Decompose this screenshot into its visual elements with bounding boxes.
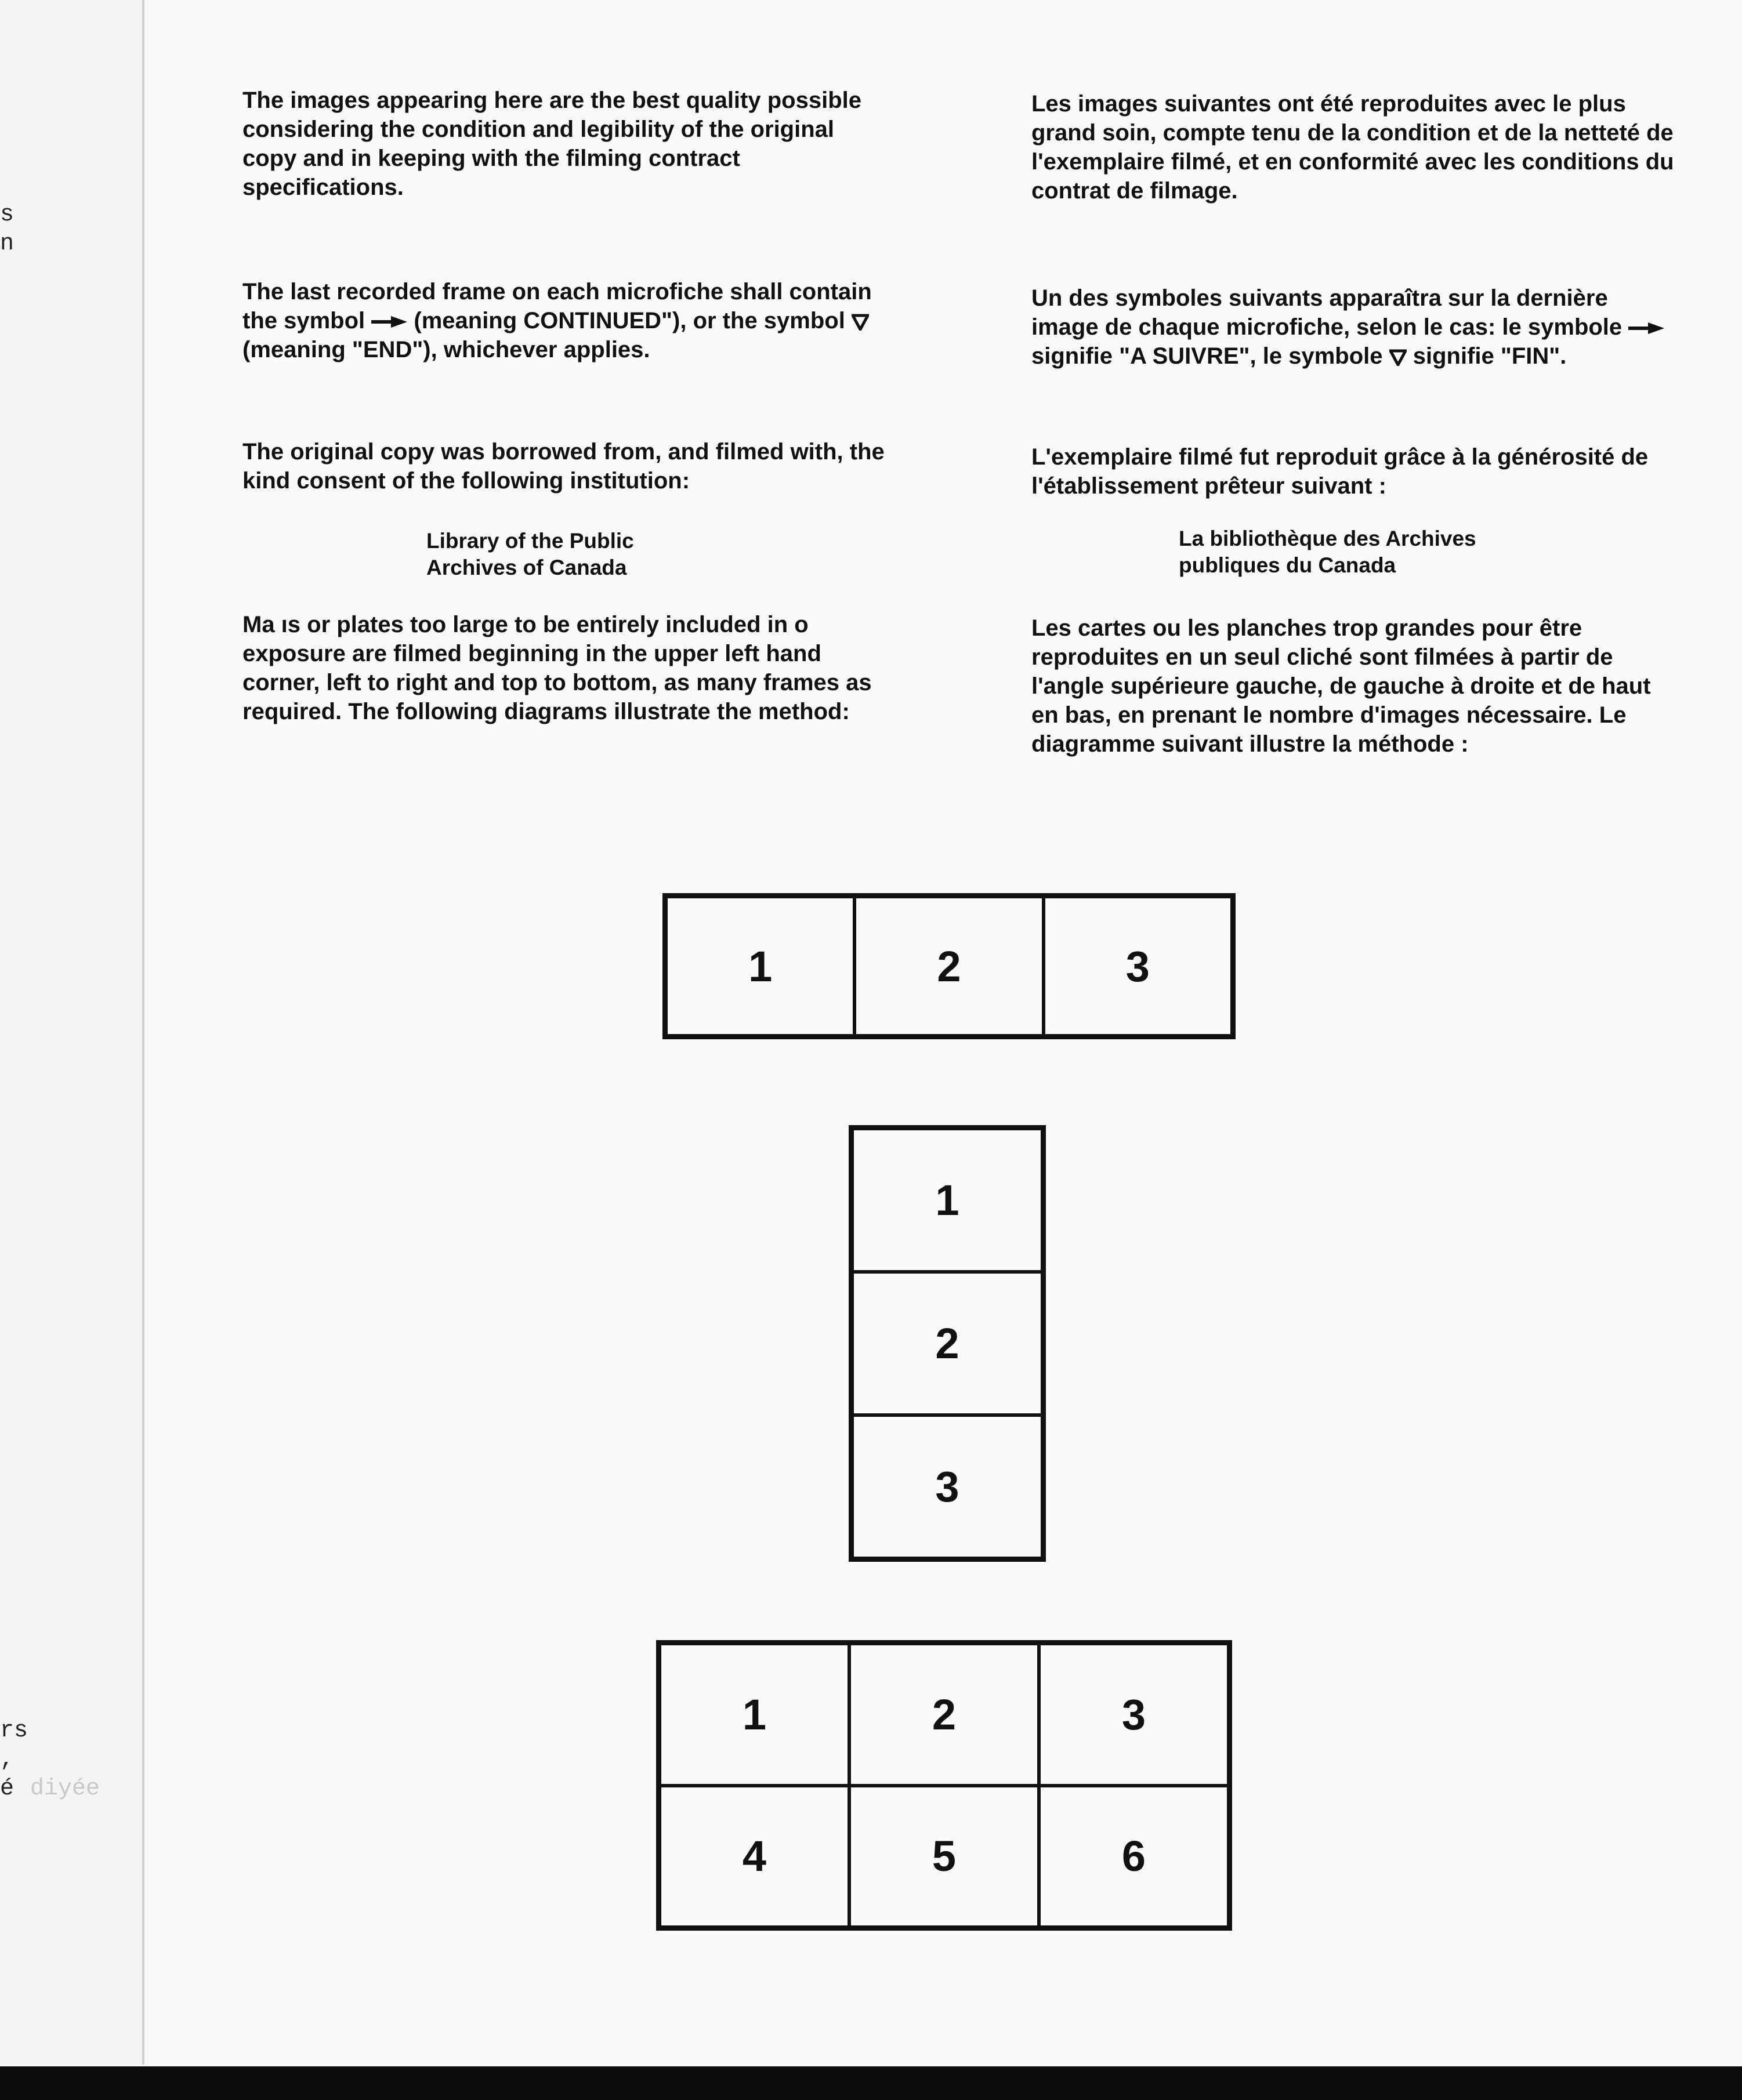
diagram-cell: 3 xyxy=(852,1415,1042,1558)
english-institution-line: Archives of Canada xyxy=(426,556,627,579)
edge-fragment: diyée xyxy=(30,1776,100,1802)
diagram-cell: 4 xyxy=(660,1786,849,1928)
english-paragraph-quality xyxy=(242,86,886,202)
french-p4-text: Les cartes ou les planches trop grandes pour être reproduites en un seul cliché sont filmées à partir de l'angle supérieure gauche, de gauche à droite et de haut en bas, en prenant le nombre d'images nécessaire. Le diagramme suivant illustre la méthode : xyxy=(1031,615,1651,757)
diagram-cell: 1 xyxy=(852,1129,1042,1272)
english-p1-text: The images appearing here are the best quality possible considering the condition and legibility of the original copy and in keeping with the filming contract specifications. xyxy=(242,88,861,200)
french-paragraph-method xyxy=(1031,614,1675,759)
french-institution-line: La bibliothèque des Archives xyxy=(1179,527,1476,550)
diagram-cell: 3 xyxy=(1039,1644,1229,1786)
diagram-row-1x3 xyxy=(662,893,1236,1039)
page-gutter-line xyxy=(142,0,144,2065)
arrow-continued-icon xyxy=(371,315,407,329)
english-paragraph-institution xyxy=(242,437,886,495)
edge-fragment: é xyxy=(0,1776,15,1802)
diagram-cell: 6 xyxy=(1039,1786,1229,1928)
arrow-continued-icon xyxy=(1628,321,1664,335)
english-p2-part3: (meaning "END"), whichever applies. xyxy=(242,337,650,362)
english-institution-name xyxy=(426,528,634,581)
french-paragraph-institution xyxy=(1031,443,1675,500)
diagram-cell: 1 xyxy=(666,897,854,1036)
french-p2-part2: signifie "A SUIVRE", le symbole xyxy=(1031,343,1389,369)
english-p2-part1: The last recorded frame on each microfiche shall contain the symbol xyxy=(242,279,872,333)
english-paragraph-symbols xyxy=(242,277,886,364)
english-p2-part2: (meaning CONTINUED"), or the symbol xyxy=(407,308,852,333)
french-institution-name xyxy=(1179,525,1476,579)
french-paragraph-symbols xyxy=(1031,284,1675,371)
diagram-cell: 2 xyxy=(849,1644,1039,1786)
diagram-cell: 3 xyxy=(1044,897,1232,1036)
triangle-end-icon xyxy=(1389,349,1407,366)
edge-fragment: rs xyxy=(0,1718,28,1744)
french-institution-line: publiques du Canada xyxy=(1179,553,1396,577)
diagram-cell: 1 xyxy=(660,1644,849,1786)
edge-fragment: n xyxy=(0,231,15,257)
french-p2-part1: Un des symboles suivants apparaîtra sur la dernière image de chaque microfiche, selon le cas: le symbole xyxy=(1031,285,1629,340)
diagram-grid-2x3 xyxy=(656,1640,1232,1931)
french-p2-text xyxy=(1031,284,1675,371)
english-paragraph-method xyxy=(242,610,886,726)
english-p3-text: The original copy was borrowed from, and filmed with, the kind consent of the following institution: xyxy=(242,439,885,494)
english-institution-line: Library of the Public xyxy=(426,529,634,553)
diagram-cell: 5 xyxy=(849,1786,1039,1928)
left-page-strip xyxy=(0,0,142,2065)
edge-fragment: s xyxy=(0,202,15,228)
edge-fragment: , xyxy=(0,1747,15,1773)
diagram-cell: 2 xyxy=(854,897,1043,1036)
diagram-cell: 2 xyxy=(852,1272,1042,1415)
french-p2-part3: signifie "FIN". xyxy=(1406,343,1567,369)
scan-bottom-border xyxy=(0,2066,1742,2100)
english-p4-text: Ma ıs or plates too large to be entirely included in o exposure are filmed beginning in the upper left hand corner, left to right and top to bottom, as many frames as required. The following diagrams illustrate the method: xyxy=(242,612,872,724)
triangle-end-icon xyxy=(852,313,869,331)
diagram-column-3x1 xyxy=(849,1125,1046,1562)
french-p1-text: Les images suivantes ont été reproduites avec le plus grand soin, compte tenu de la condition et de la netteté de l'exemplaire filmé, et en conformité avec les conditions du contrat de filmage. xyxy=(1031,91,1674,204)
french-paragraph-quality xyxy=(1031,89,1675,205)
english-p2-text xyxy=(242,277,886,364)
french-p3-text: L'exemplaire filmé fut reproduit grâce à la générosité de l'établissement prêteur suivant : xyxy=(1031,444,1649,499)
